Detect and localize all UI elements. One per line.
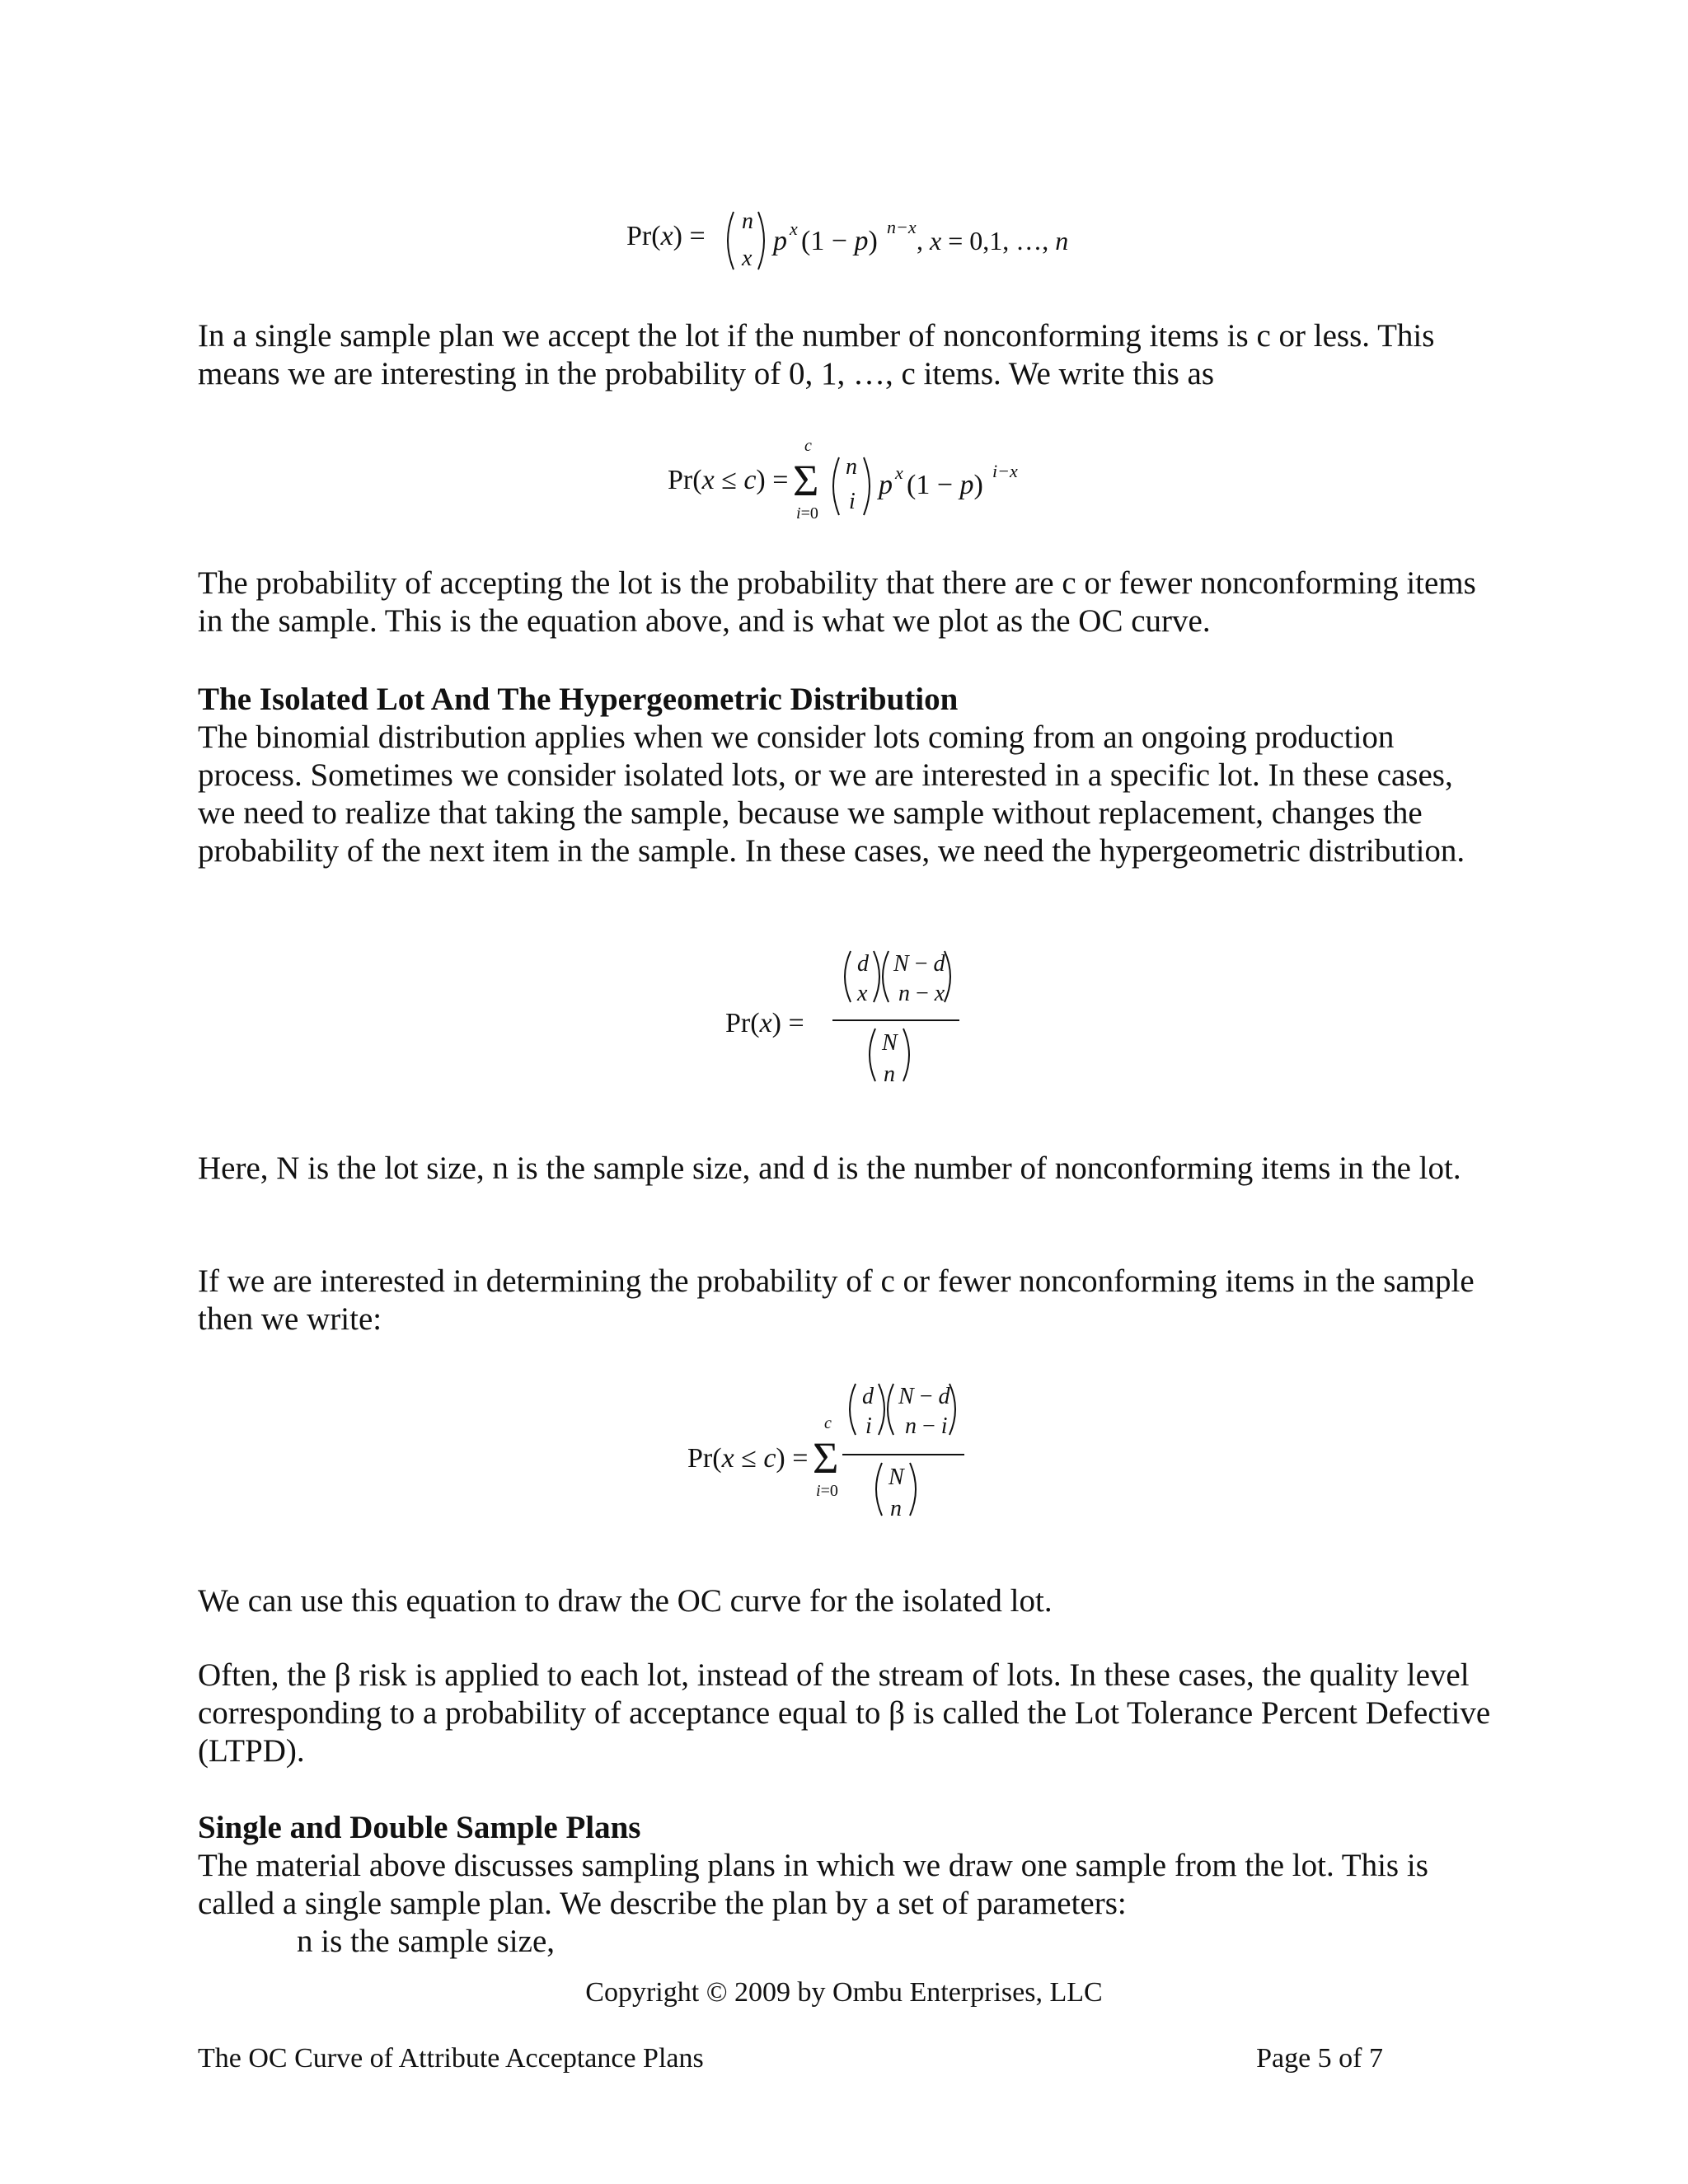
equation-cumulative-binomial [651,433,1030,536]
paragraph-1: In a single sample plan we accept the lot if the number of nonconforming items is c or less. This means we are interesting in the probability of 0, 1, …, c items. We write this as [198,318,1435,391]
svg-text:d: d [862,1384,874,1409]
paragraph-8: The material above discusses sampling plans in which we draw one sample from the lot. This is called a single sample plan. We describe the plan by a set of parameters: [198,1848,1428,1921]
svg-text:N − d: N − d [898,1384,950,1409]
svg-text:i=0: i=0 [816,1482,838,1500]
equation-hypergeometric [717,940,964,1117]
svg-text:n: n [890,1496,902,1521]
svg-text:n: n [742,209,753,234]
svg-text:n−x: n−x [887,217,917,237]
svg-text:x: x [742,246,753,271]
svg-text:n − i: n − i [905,1413,948,1439]
svg-text:N: N [882,1030,898,1056]
svg-text:x: x [857,981,868,1006]
svg-text:x: x [895,462,903,483]
footer-document-title: The OC Curve of Attribute Acceptance Plans [198,2043,704,2074]
svg-text:n: n [884,1062,895,1087]
svg-text:p: p [773,226,787,256]
svg-text:Pr(x ≤ c) =: Pr(x ≤ c) = [668,465,789,495]
svg-text:c: c [804,437,812,455]
svg-text:i: i [849,489,856,514]
svg-text:c: c [824,1414,832,1432]
paragraph-3: The binomial distribution applies when we consider lots coming from an ongoing production process. Sometimes we consider isolated lots, or we are interested in a specific lot. In these cases, we need to realize that taking the sample, because we sample without replacement, changes the probability of the next item in the sample. In these cases, we need the hypergeometric distribution. [198,719,1465,869]
svg-text:Pr(x) =: Pr(x) = [725,1008,804,1038]
svg-text:(1 − p): (1 − p) [907,470,983,500]
svg-text:Pr(x ≤ c) =: Pr(x ≤ c) = [687,1443,809,1474]
paragraph-9: n is the sample size, [297,1924,556,1959]
svg-text:N: N [889,1465,904,1490]
section-heading-hypergeometric: The Isolated Lot And The Hypergeometric Distribution [198,682,959,717]
equation-cumulative-hypergeometric [684,1372,997,1554]
svg-text:i=0: i=0 [796,504,818,523]
svg-text:(1 − p): (1 − p) [801,226,878,256]
svg-text:, x = 0,1, …, n: , x = 0,1, …, n [917,226,1069,255]
section-heading-sample-plans: Single and Double Sample Plans [198,1810,641,1845]
svg-text:p: p [879,470,893,500]
svg-text:x: x [790,218,798,239]
svg-text:i: i [865,1413,872,1439]
svg-text:Σ: Σ [793,456,819,505]
paragraph-7: Often, the β risk is applied to each lot, instead of the stream of lots. In these cases, the quality level corresponding to a probability of acceptance equal to β is called the Lot Tolerance Percent Defective (LTPD). [198,1657,1491,1769]
paragraph-4: Here, N is the lot size, n is the sample size, and d is the number of nonconforming items in the lot. [198,1151,1461,1186]
equation-binomial [610,194,1071,288]
svg-text:Pr(x) =: Pr(x) = [626,221,706,251]
svg-text:d: d [857,951,869,977]
paragraph-6: We can use this equation to draw the OC curve for the isolated lot. [198,1583,1053,1619]
svg-text:n − x: n − x [898,981,945,1006]
svg-text:i−x: i−x [992,461,1018,481]
footer-page-number: Page 5 of 7 [1256,2043,1383,2074]
paragraph-2: The probability of accepting the lot is the probability that there are c or fewer nonconforming items in the sample. This is the equation above, and is what we plot as the OC curve. [198,565,1476,639]
copyright-notice: Copyright © 2009 by Ombu Enterprises, LLC [585,1977,1103,2008]
paragraph-5: If we are interested in determining the probability of c or fewer nonconforming items in the sample then we write: [198,1263,1475,1337]
svg-text:N − d: N − d [893,951,945,977]
svg-text:n: n [846,454,857,480]
svg-text:Σ: Σ [813,1433,839,1483]
